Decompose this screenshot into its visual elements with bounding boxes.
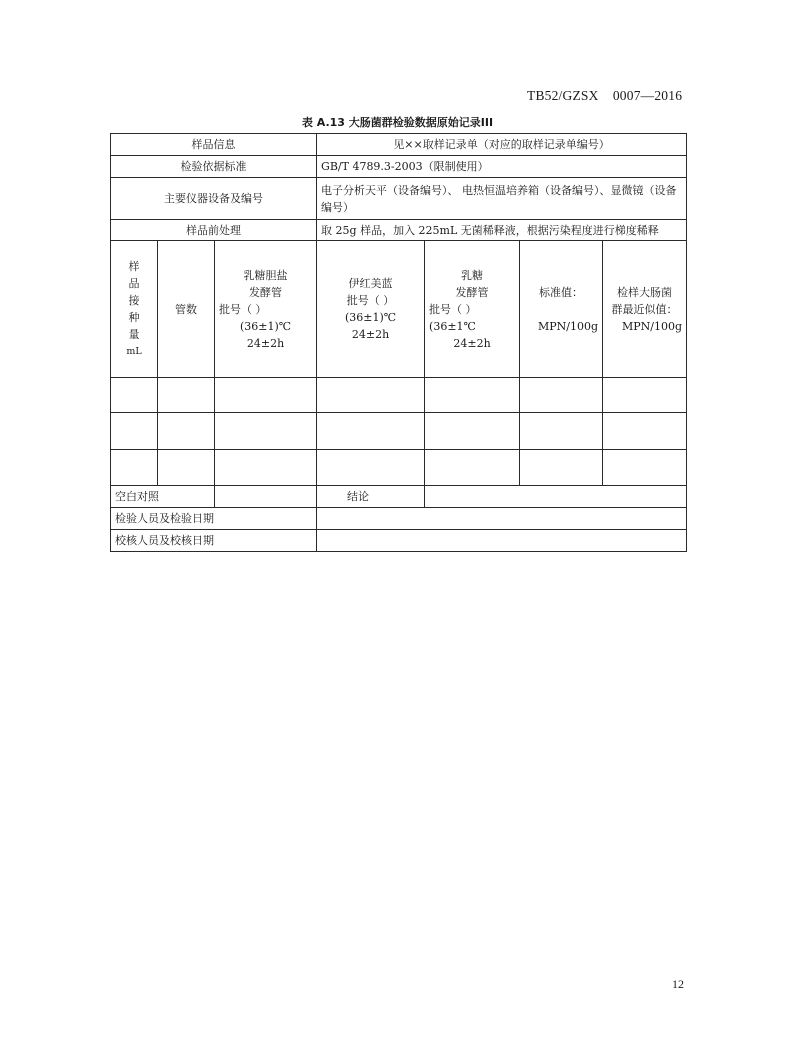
inspector-row — [111, 508, 687, 530]
inoc-cell[interactable] — [111, 413, 158, 450]
standard-cell[interactable] — [520, 378, 603, 413]
lactose-bile-cell[interactable] — [215, 450, 317, 486]
lactose-bile-header: 乳糖胆盐 发酵管 批号（ ） (36±1)℃ 24±2h — [215, 241, 317, 378]
conclusion-label: 结论 — [317, 486, 425, 508]
approx-value-header: 检样大肠菌 群最近似值： MPN/100g — [603, 241, 687, 378]
tube-cell[interactable] — [158, 450, 215, 486]
record-table — [110, 133, 687, 552]
emb-cell[interactable] — [317, 378, 425, 413]
info-row-pretreatment — [111, 220, 687, 241]
standard-cell[interactable] — [520, 413, 603, 450]
checker-label: 校核人员及校核日期 — [111, 530, 317, 552]
table-row — [111, 450, 687, 486]
inoculation-volume-header: 样 品 接 种 量 mL — [111, 241, 158, 378]
conclusion-value[interactable] — [425, 486, 687, 508]
lactose-cell[interactable] — [425, 450, 520, 486]
standard-label: 检验依据标准 — [111, 156, 317, 178]
inoc-cell[interactable] — [111, 378, 158, 413]
lactose-cell[interactable] — [425, 413, 520, 450]
table-row — [111, 413, 687, 450]
standard-value: GB/T 4789.3-2003（限制使用） — [317, 156, 687, 178]
sample-info-value: 见××取样记录单（对应的取样记录单编号） — [317, 134, 687, 156]
equipment-label: 主要仪器设备及编号 — [111, 178, 317, 220]
standard-value-header: 标准值： MPN/100g — [520, 241, 603, 378]
pretreatment-label: 样品前处理 — [111, 220, 317, 241]
emb-cell[interactable] — [317, 413, 425, 450]
lactose-cell[interactable] — [425, 378, 520, 413]
emb-cell[interactable] — [317, 450, 425, 486]
tube-cell[interactable] — [158, 378, 215, 413]
checker-value[interactable] — [317, 530, 687, 552]
table-title: 表 A.13 大肠菌群检验数据原始记录III — [301, 116, 494, 129]
info-row-standard — [111, 156, 687, 178]
blank-control-label: 空白对照 — [111, 486, 215, 508]
document-code: TB52/GZSX 0007—2016 — [527, 88, 683, 103]
inoc-cell[interactable] — [111, 450, 158, 486]
info-row-equipment — [111, 178, 687, 220]
tube-count-header: 管数 — [158, 241, 215, 378]
approx-cell[interactable] — [603, 450, 687, 486]
lactose-header: 乳糖 发酵管 批号（ ） (36±1℃ 24±2h — [425, 241, 520, 378]
page-number: 12 — [672, 977, 684, 991]
blank-conclusion-row — [111, 486, 687, 508]
approx-cell[interactable] — [603, 413, 687, 450]
column-header-row — [111, 241, 687, 378]
equipment-value: 电子分析天平（设备编号）、 电热恒温培养箱（设备编号）、显微镜（设备编号） — [317, 178, 687, 220]
inspector-label: 检验人员及检验日期 — [111, 508, 317, 530]
info-row-sample — [111, 134, 687, 156]
sample-info-label: 样品信息 — [111, 134, 317, 156]
inspector-value[interactable] — [317, 508, 687, 530]
checker-row — [111, 530, 687, 552]
emb-header: 伊红美蓝 批号（ ） (36±1)℃ 24±2h — [317, 241, 425, 378]
table-row — [111, 378, 687, 413]
blank-control-value[interactable] — [215, 486, 317, 508]
standard-cell[interactable] — [520, 450, 603, 486]
tube-cell[interactable] — [158, 413, 215, 450]
lactose-bile-cell[interactable] — [215, 413, 317, 450]
pretreatment-value: 取 25g 样品，加入 225mL 无菌稀释液，根据污染程度进行梯度稀释 — [317, 220, 687, 241]
lactose-bile-cell[interactable] — [215, 378, 317, 413]
approx-cell[interactable] — [603, 378, 687, 413]
